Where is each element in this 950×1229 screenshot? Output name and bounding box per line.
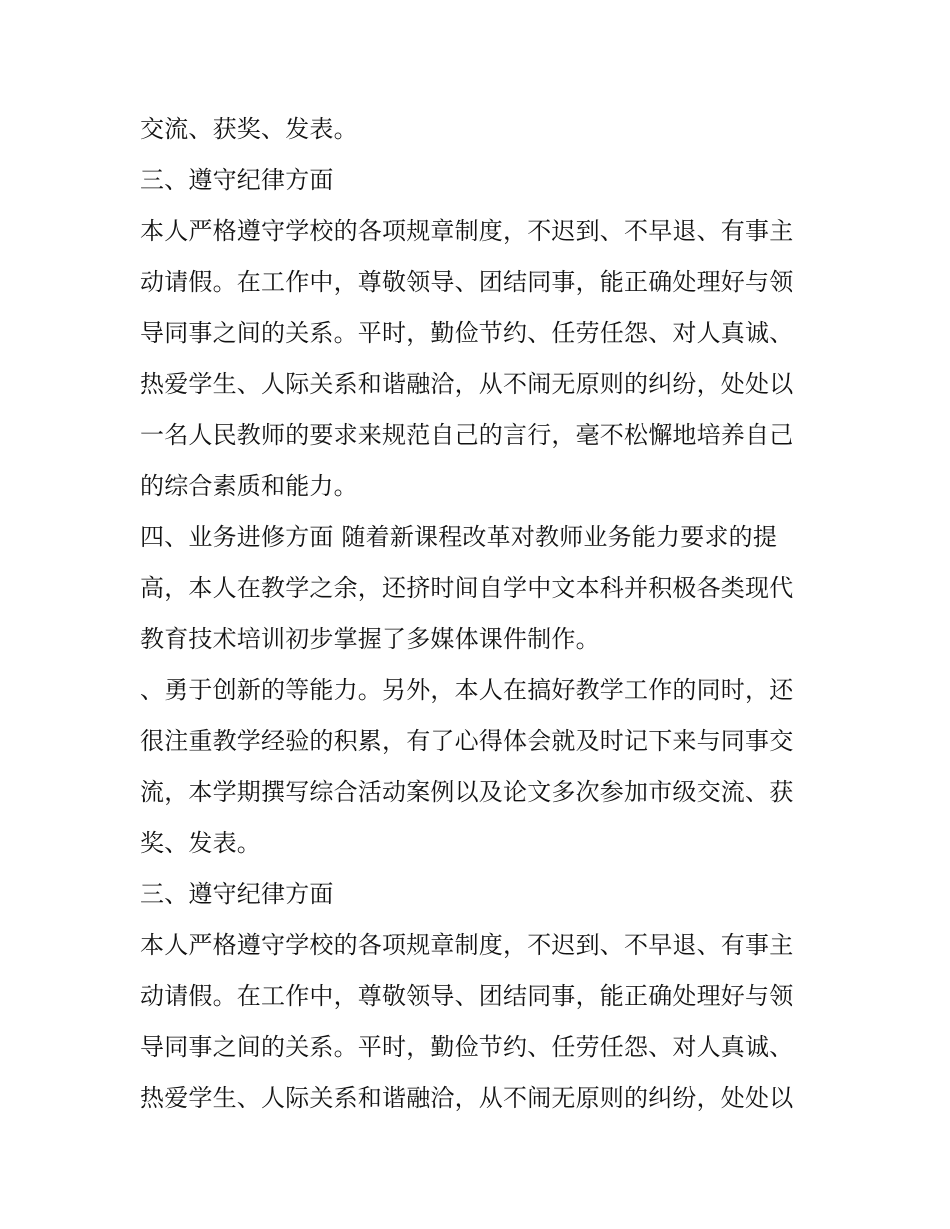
section-heading: 四、业务进修方面 随着新课程改革对教师业务能力要求的提	[140, 523, 778, 551]
text-line: 热爱学生、人际关系和谐融洽，从不闹无原则的纠纷，处处以	[140, 370, 794, 398]
text-line: 很注重教学经验的积累，有了心得体会就及时记下来与同事交	[140, 727, 794, 755]
text-line: 高，本人在教学之余，还挤时间自学中文本科并积极各类现代	[140, 574, 794, 602]
section-heading: 三、遵守纪律方面	[140, 166, 334, 194]
text-line: 教育技术培训初步掌握了多媒体课件制作。	[140, 625, 600, 653]
text-line: 一名人民教师的要求来规范自己的言行，毫不松懈地培养自己	[140, 421, 794, 449]
text-line: 的综合素质和能力。	[140, 472, 358, 500]
document-body	[140, 104, 830, 1124]
text-line: 流，本学期撰写综合活动案例以及论文多次参加市级交流、获	[140, 778, 794, 806]
text-line: 热爱学生、人际关系和谐融洽，从不闹无原则的纠纷，处处以	[140, 1084, 794, 1112]
text-line: 导同事之间的关系。平时，勤俭节约、任劳任怨、对人真诚、	[140, 1033, 794, 1061]
text-line: 交流、获奖、发表。	[140, 115, 358, 143]
text-line: 、勇于创新的等能力。另外，本人在搞好教学工作的同时，还	[140, 676, 794, 704]
text-line: 本人严格遵守学校的各项规章制度，不迟到、不早退、有事主	[140, 217, 794, 245]
text-line: 动请假。在工作中，尊敬领导、团结同事，能正确处理好与领	[140, 268, 794, 296]
text-line: 导同事之间的关系。平时，勤俭节约、任劳任怨、对人真诚、	[140, 319, 794, 347]
section-heading: 三、遵守纪律方面	[140, 880, 334, 908]
text-line: 动请假。在工作中，尊敬领导、团结同事，能正确处理好与领	[140, 982, 794, 1010]
text-line: 奖、发表。	[140, 829, 261, 857]
text-line: 本人严格遵守学校的各项规章制度，不迟到、不早退、有事主	[140, 931, 794, 959]
